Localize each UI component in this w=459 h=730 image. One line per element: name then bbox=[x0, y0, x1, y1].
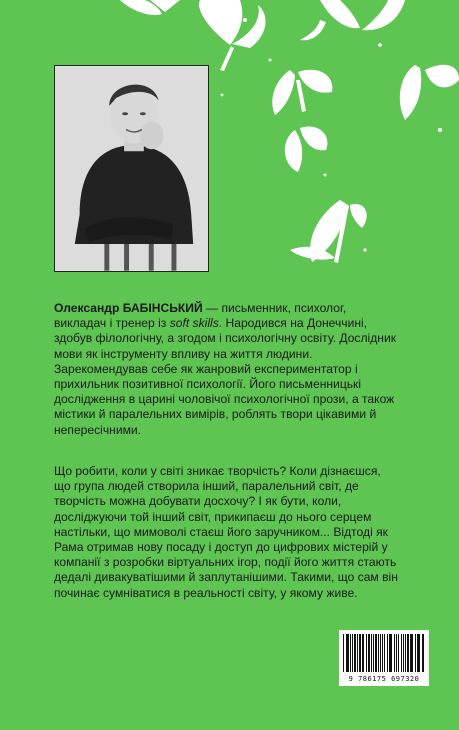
barcode-bar bbox=[378, 634, 379, 672]
barcode-bar bbox=[375, 634, 377, 672]
barcode-bar bbox=[417, 634, 418, 672]
barcode-bar bbox=[389, 634, 390, 672]
barcode-bar bbox=[403, 634, 404, 672]
barcode bbox=[339, 630, 429, 686]
butterfly-icon bbox=[300, 0, 405, 40]
barcode-bar bbox=[418, 634, 419, 672]
barcode-bar bbox=[352, 634, 353, 672]
barcode-bar bbox=[359, 634, 360, 672]
author-name: Олександр БАБІНСЬКИЙ bbox=[54, 301, 203, 315]
barcode-bar bbox=[362, 634, 363, 672]
barcode-bar bbox=[354, 634, 356, 672]
author-portrait-icon bbox=[55, 66, 208, 271]
barcode-bar bbox=[350, 634, 351, 672]
barcode-bars bbox=[343, 634, 425, 672]
barcode-bar bbox=[415, 634, 416, 672]
barcode-bar bbox=[387, 634, 388, 672]
barcode-bar bbox=[366, 634, 367, 672]
barcode-bar bbox=[347, 634, 348, 672]
butterfly-icon bbox=[199, 0, 266, 71]
author-bio bbox=[54, 301, 399, 438]
barcode-bar bbox=[346, 634, 347, 672]
butterfly-icon bbox=[400, 65, 459, 120]
barcode-bar bbox=[343, 634, 344, 672]
barcode-bar bbox=[401, 634, 402, 672]
barcode-bar bbox=[384, 634, 385, 672]
butterfly-icon bbox=[290, 200, 367, 263]
barcode-bar bbox=[363, 634, 364, 672]
butterfly-icon bbox=[285, 127, 328, 172]
book-blurb: Що робити, коли у світі зникає творчість? Коли дізнаєшся, що група людей створила інший, паралельний світ, де творчість можна добувати досхочу? І як бути, коли, досліджуючи той інший світ, прикипаєш до нього серцем настільки, що мимоволі стаєш його заручником... Відтоді як Рама отримав нову посаду і доступ до цифрових містерій у компанії з розробки віртуальних ігор, події його життя стають дедалі дивакуватішими й заплутанішими. Такими, що сам він починає сумніватися в реальності світу, у якому живе. bbox=[54, 464, 398, 600]
barcode-bar bbox=[422, 634, 423, 672]
isbn-number: 9 786175 697320 bbox=[348, 675, 420, 683]
barcode-bar bbox=[390, 634, 391, 672]
barcode-bar bbox=[407, 634, 408, 672]
barcode-bar bbox=[371, 634, 372, 672]
barcode-bar bbox=[382, 634, 383, 672]
author-photo bbox=[54, 65, 209, 272]
soft-skills-text: soft skills bbox=[169, 316, 219, 331]
barcode-bar bbox=[380, 634, 381, 672]
barcode-bar bbox=[394, 634, 396, 672]
author-bio-text-1: — письменник, психолог, викладач і тренер із bbox=[54, 301, 347, 331]
author-bio-text-2: . Народився на Донеччині, здобув філологічну, а згодом і психологічну освіту. Дослідник мови як інструменту впливу на життя людини. Зарекомендував себе як жанровий експериментатор і прихильник позитивної психології. Його письменницькі дослідження в царині чоловічої психологічної прози, а також містики й паралельних вимірів, роблять твори цікавими й непересічними. bbox=[54, 316, 397, 437]
barcode-bar bbox=[373, 634, 374, 672]
barcode-bar bbox=[398, 634, 399, 672]
barcode-bar bbox=[405, 634, 406, 672]
barcode-bar bbox=[423, 634, 424, 672]
barcode-bar bbox=[396, 634, 397, 672]
barcode-bar bbox=[410, 634, 411, 672]
butterfly-icon bbox=[272, 70, 332, 115]
barcode-bar bbox=[368, 634, 369, 672]
butterfly-icon bbox=[120, 0, 180, 15]
barcode-bar bbox=[411, 634, 413, 672]
barcode-bar bbox=[357, 634, 358, 672]
